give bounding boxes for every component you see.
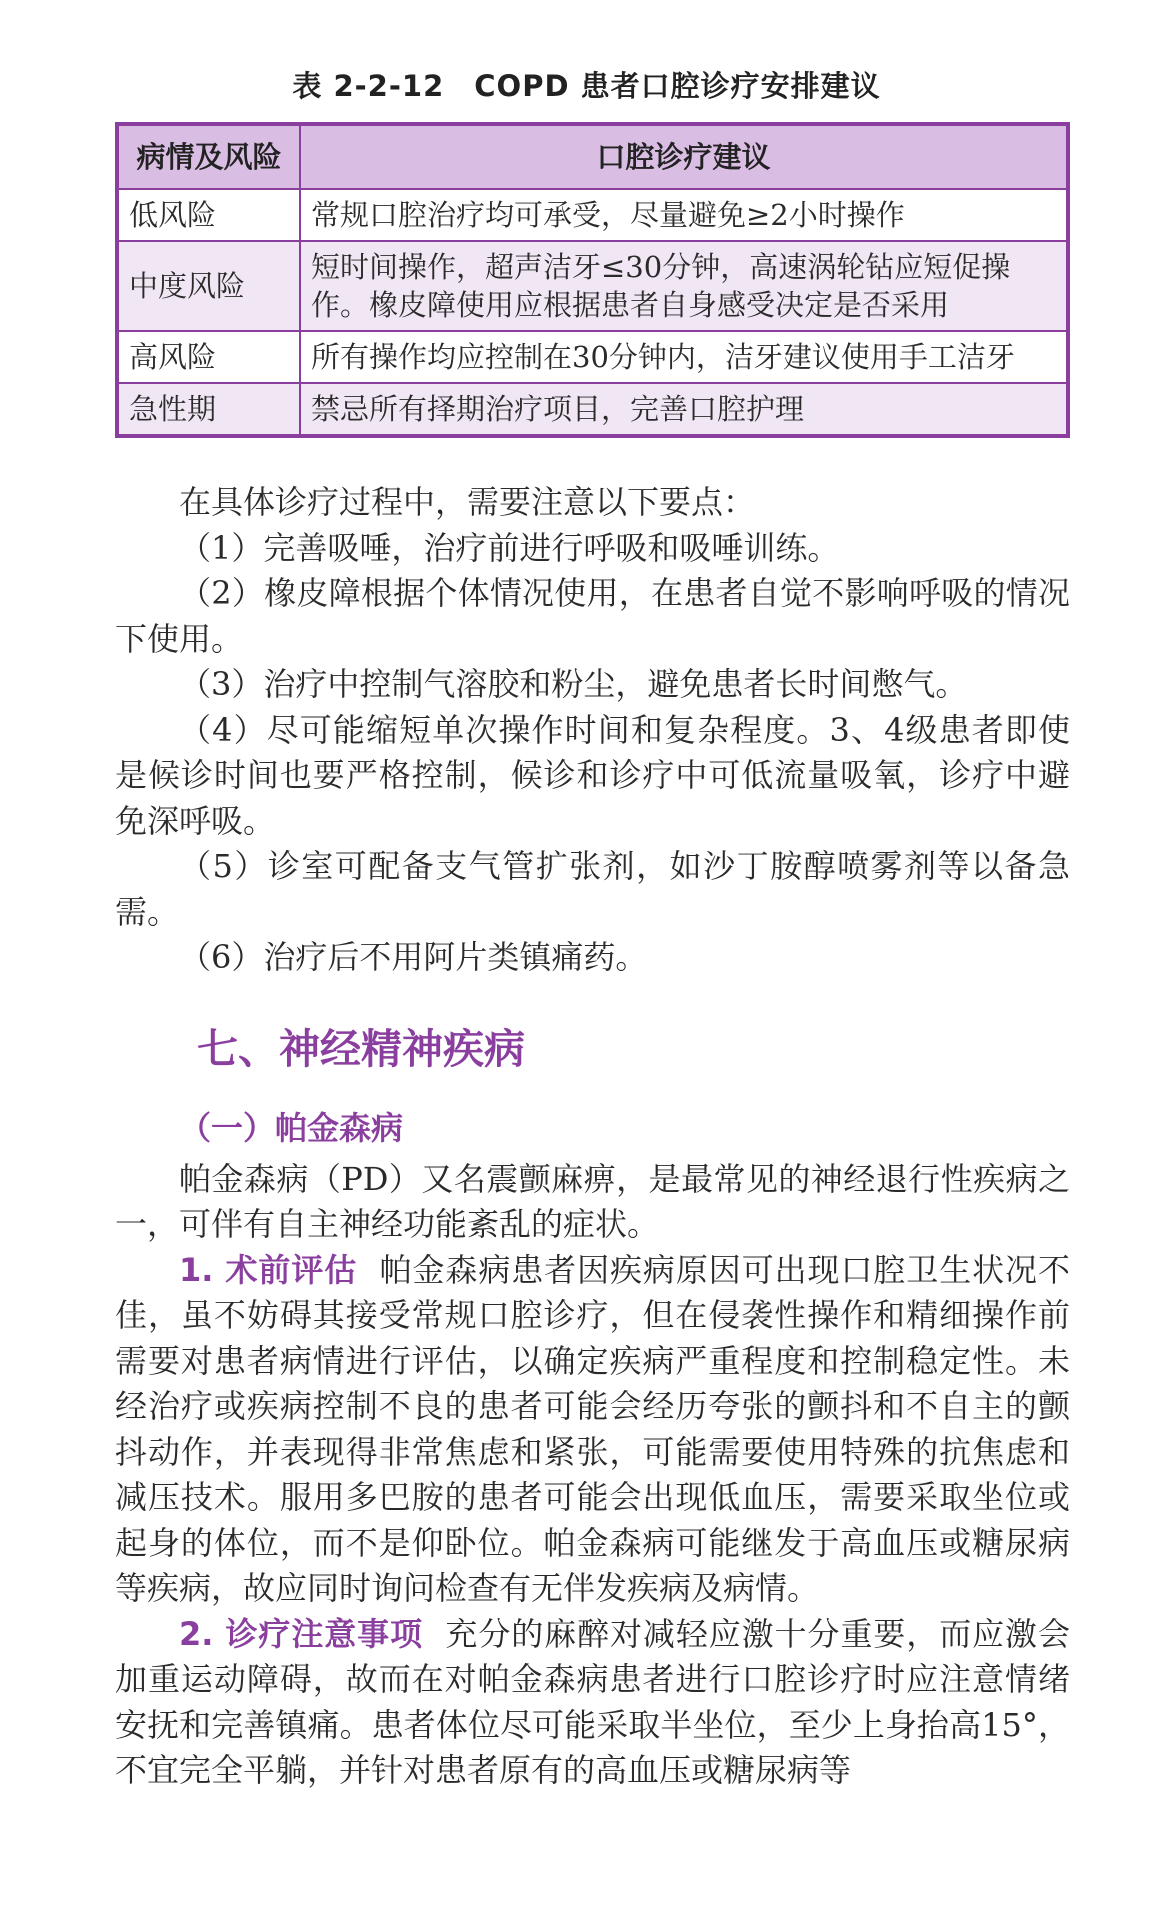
care-label: 2. 诊疗注意事项	[179, 1614, 424, 1653]
header-risk: 病情及风险	[117, 124, 300, 189]
table-caption: 表 2-2-12 COPD 患者口腔诊疗安排建议	[292, 69, 881, 103]
point-2: （2）橡皮障根据个体情况使用，在患者自觉不影响呼吸的情况下使用。	[115, 574, 1070, 658]
point-1: （1）完善吸唾，治疗前进行呼吸和吸唾训练。	[179, 528, 840, 567]
point-4: （4）尽可能缩短单次操作时间和复杂程度。3、4级患者即使是候诊时间也要严格控制，候诊和诊疗中可低流量吸氧，诊疗中避免深呼吸。	[115, 710, 1070, 840]
table-header-row	[117, 124, 1068, 189]
risk-cell: 急性期	[117, 383, 300, 436]
table-row	[117, 383, 1068, 436]
risk-cell: 中度风险	[117, 241, 300, 331]
recommendation-cell: 所有操作均应控制在30分钟内，洁牙建议使用手工洁牙	[300, 331, 1068, 383]
pd-intro-paragraph: 帕金森病（PD）又名震颤麻痹，是最常见的神经退行性疾病之一，可伴有自主神经功能紊乱的症状。	[115, 1159, 1070, 1243]
table-row	[117, 189, 1068, 241]
point-5: （5）诊室可配备支气管扩张剂，如沙丁胺醇喷雾剂等以备急需。	[115, 847, 1070, 931]
recommendation-cell: 常规口腔治疗均可承受，尽量避免≥2小时操作	[300, 189, 1068, 241]
header-recommendation: 口腔诊疗建议	[300, 124, 1068, 189]
care-paragraph	[115, 1612, 1070, 1794]
preop-paragraph	[115, 1248, 1070, 1612]
point-3: （3）治疗中控制气溶胶和粉尘，避免患者长时间憋气。	[179, 665, 968, 703]
recommendation-cell: 短时间操作，超声洁牙≤30分钟，高速涡轮钻应短促操作。橡皮障使用应根据患者自身感受决定是否采用	[300, 241, 1068, 331]
section-title: 七、神经精神疾病	[197, 1024, 525, 1073]
preop-text: 帕金森病患者因疾病原因可出现口腔卫生状况不佳，虽不妨碍其接受常规口腔诊疗，但在侵袭性操作和精细操作前需要对患者病情进行评估，以确定疾病严重程度和控制稳定性。未经治疗或疾病控制不良的患者可能会经历夸张的颤抖和不自主的颤抖动作，并表现得非常焦虑和紧张，可能需要使用特殊的抗焦虑和减压技术。服用多巴胺的患者可能会出现低血压，需要采取坐位或起身的体位，而不是仰卧位。帕金森病可能继发于高血压或糖尿病等疾病，故应同时询问检查有无伴发疾病及病情。	[115, 1250, 1070, 1607]
preop-label: 1. 术前评估	[179, 1250, 358, 1289]
intro-paragraph: 在具体诊疗过程中，需要注意以下要点：	[179, 483, 756, 521]
body-text	[115, 480, 1070, 1794]
point-6: （6）治疗后不用阿片类镇痛药。	[179, 938, 648, 976]
care-text: 充分的麻醉对减轻应激十分重要，而应激会加重运动障碍，故而在对帕金森病患者进行口腔诊疗时应注意情绪安抚和完善镇痛。患者体位尽可能采取半坐位，至少上身抬高15°，不宜完全平躺，并针对患者原有的高血压或糖尿病等	[115, 1614, 1070, 1789]
recommendation-cell: 禁忌所有择期治疗项目，完善口腔护理	[300, 383, 1068, 436]
subsection-title: （一）帕金森病	[179, 1108, 404, 1147]
copd-recommendation-table	[115, 122, 1070, 438]
risk-cell: 高风险	[117, 331, 300, 383]
risk-cell: 低风险	[117, 189, 300, 241]
table-row	[117, 241, 1068, 331]
table-row	[117, 331, 1068, 383]
